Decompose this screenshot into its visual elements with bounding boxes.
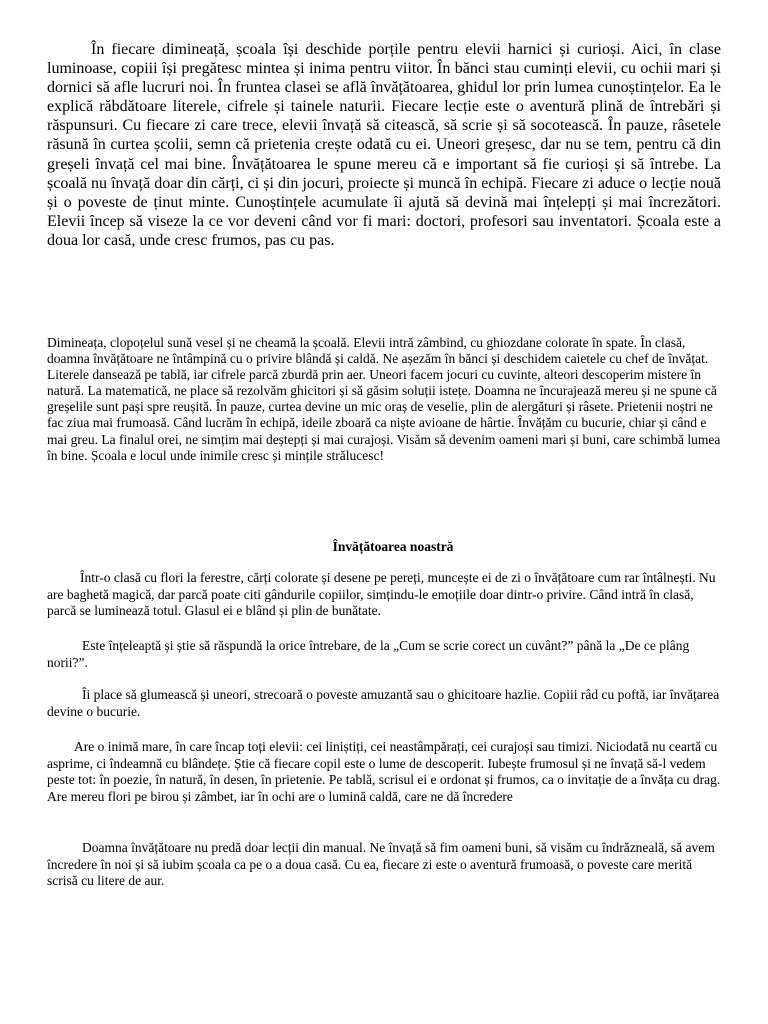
section-paragraph: Doamna învățătoare nu predă doar lecții din manual. Ne învață să fim oameni buni, să visăm cu îndrăzneală, să avem încredere în noi și să iubim școala ca pe o a doua casă. Cu ea, fiecare zi este o aventură frumoasă, o poveste care merită scrisă cu litere de aur. xyxy=(47,840,715,888)
section-paragraph: Are o inimă mare, în care încap toți elevii: cei liniștiți, cei neastâmpărați, cei curajoși sau timizi. Niciodată nu ceartă cu asprime, ci îndeamnă cu blândețe. Știe că fiecare copil este o lume de descoperit. Iubește frumosul și ne învață să-l vedem peste tot: în poezie, în natură, în desen, în prietenie. Pe tablă, scrisul ei e ordonat și frumos, ca o invitație de a învăța cu drag. Are mereu flori pe birou și zâmbet, iar în ochi are o lumină caldă, care ne dă încredere xyxy=(47,739,721,804)
section-paragraph: Într-o clasă cu flori la ferestre, cărți colorate și desene pe pereți, muncește ei de zi o învățătoare cum rar întâlnești. Nu are baghetă magică, dar parcă poate citi gândurile copiilor, simțindu-le emoțiile doar dintr-o privire. Când intră în clasă, parcă se luminează totul. Glasul ei e blând și plin de bunătate. xyxy=(47,570,716,618)
section-title: Învățătoarea noastră xyxy=(332,539,454,554)
section-paragraph: Îi place să glumească și uneori, strecoară o poveste amuzantă sau o ghicitoare hazlie. Copiii râd cu poftă, iar învățarea devine o bucurie. xyxy=(47,687,720,719)
section-paragraph: Este înțeleaptă și știe să răspundă la orice întrebare, de la „Cum se scrie corect un cuvânt?” până la „De ce plâng norii?”. xyxy=(47,638,690,670)
intro-paragraph: În fiecare dimineață, școala își deschide porțile pentru elevii harnici și curioși. Aici, în clase luminoase, copiii își pregătesc mintea și inima pentru viitor. În bănci stau cuminți elevii, cu ochii mari și dornici să afle lucruri noi. În fruntea clasei se află învățătoarea, ghidul lor prin lumea cunoștințelor. Ea le explică răbdătoare literele, cifrele și tainele naturii. Fiecare lecție este o aventură plină de întrebări și răspunsuri. Cu fiecare zi care trece, elevii învață să citească, să scrie și să socotească. În pauze, râsetele răsună în curtea școlii, semn că prietenia crește odată cu ei. Uneori greșesc, dar nu se tem, pentru că din greșeli învață cel mai bine. Învățătoarea le spune mereu că e important să fie curioși și să întrebe. La școală nu învață doar din cărți, ci și din jocuri, proiecte și muncă în echipă. Fiecare zi aduce o lecție nouă și o poveste de ținut minte. Cunoștințele acumulate îi ajută să devină mai înțelepți și mai încrezători. Elevii încep să viseze la ce vor deveni când vor fi mari: doctori, profesori sau inventatori. Școala este a doua lor casă, unde cresc frumos, pas cu pas. xyxy=(47,41,721,249)
morning-paragraph: Dimineața, clopoțelul sună vesel și ne cheamă la școală. Elevii intră zâmbind, cu ghiozdane colorate în spate. În clasă, doamna învățătoare ne întâmpină cu o privire blândă și caldă. Ne așezăm în bănci și deschidem caietele cu chef de învățat. Literele dansează pe tablă, iar cifrele parcă zburdă prin aer. Uneori facem jocuri cu cuvinte, alteori descoperim mistere în natură. La matematică, ne place să rezolvăm ghicitori și să găsim soluții istețe. Doamna ne încurajează mereu și ne spune că greșelile sunt pași spre reușită. În pauze, curtea devine un mic oraș de veselie, plin de alergături și râsete. Prietenii noștri ne fac ziua mai frumoasă. Când lucrăm în echipă, ideile zboară ca niște avioane de hârtie. Învățăm cu bucurie, chiar și când e mai greu. La finalul orei, ne simțim mai deștepți și mai curajoși. Visăm să devenim oameni mari și buni, care schimbă lumea în bine. Școala e locul unde inimile cresc și mințile strălucesc! xyxy=(47,335,721,463)
